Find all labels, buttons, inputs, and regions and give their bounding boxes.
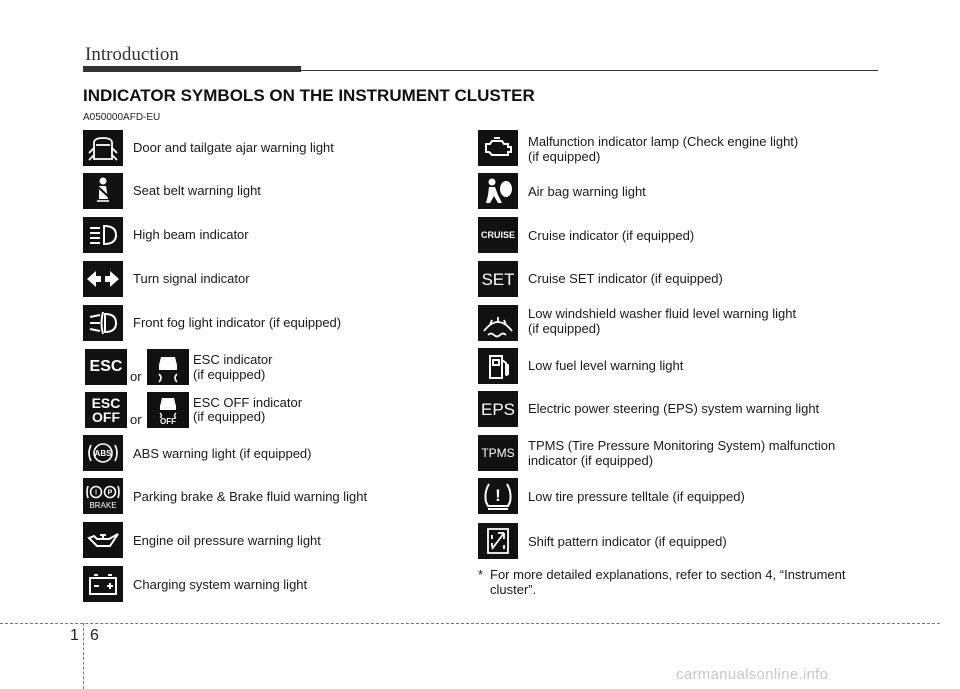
page-number: 6 — [90, 627, 99, 644]
tire-pressure-label: Low tire pressure telltale (if equipped) — [528, 489, 745, 504]
tire-pressure-icon — [478, 478, 518, 514]
watermark-text: carmanualsonline.info — [676, 666, 829, 683]
esc-label-line2: (if equipped) — [193, 367, 266, 382]
fuel-pump-icon — [478, 348, 518, 384]
section-title: INDICATOR SYMBOLS ON THE INSTRUMENT CLUSTER — [83, 86, 535, 105]
brake-icon: ! P BRAKE — [83, 478, 123, 514]
check-engine-icon — [478, 130, 518, 166]
page-section-number: 1 — [70, 627, 79, 644]
esc-icon: ESC — [85, 349, 127, 385]
seat-belt-icon — [83, 173, 123, 209]
cruise-icon: CRUISE — [478, 217, 518, 253]
eps-icon: EPS — [478, 391, 518, 427]
washer-fluid-label-line2: (if equipped) — [528, 321, 601, 336]
svg-text:P: P — [107, 489, 113, 497]
check-engine-label-line1: Malfunction indicator lamp (Check engine light) — [528, 134, 799, 149]
cruise-set-icon: SET — [478, 261, 518, 297]
front-fog-icon — [83, 305, 123, 341]
airbag-label: Air bag warning light — [528, 184, 646, 199]
seat-belt-label: Seat belt warning light — [133, 183, 261, 198]
svg-text:!: ! — [94, 489, 98, 497]
cruise-label: Cruise indicator (if equipped) — [528, 228, 695, 243]
door-ajar-icon — [83, 130, 123, 166]
fuel-label: Low fuel level warning light — [528, 358, 684, 373]
high-beam-icon — [83, 217, 123, 253]
washer-fluid-icon — [478, 305, 518, 341]
abs-icon — [83, 435, 123, 471]
abs-icon-text: ABS — [94, 449, 112, 458]
battery-icon — [83, 566, 123, 602]
svg-text:!: ! — [495, 486, 501, 505]
check-engine-label-line2: (if equipped) — [528, 149, 601, 164]
esc-off-skid-car-icon: OFF — [147, 392, 189, 428]
esc-off-or-text: or — [130, 412, 142, 427]
charging-label: Charging system warning light — [133, 577, 308, 592]
header-rule-thin — [83, 70, 878, 71]
esc-label-line1: ESC indicator — [193, 352, 273, 367]
section-code: A050000AFD-EU — [83, 112, 161, 123]
cruise-set-label: Cruise SET indicator (if equipped) — [528, 271, 723, 286]
esc-off-label-line2: (if equipped) — [193, 409, 266, 424]
oil-can-icon — [83, 522, 123, 558]
shift-pattern-label: Shift pattern indicator (if equipped) — [528, 534, 727, 549]
esc-skid-car-icon — [147, 349, 189, 385]
esc-off-icon: ESC OFF — [85, 392, 127, 428]
footer-divider-horizontal — [0, 623, 940, 624]
footnote — [478, 567, 878, 597]
tpms-icon: TPMS — [478, 435, 518, 471]
footnote-star: * — [478, 567, 484, 582]
door-ajar-label: Door and tailgate ajar warning light — [133, 140, 334, 155]
airbag-icon — [478, 173, 518, 209]
footnote-text: For more detailed explanations, refer to section 4, “Instrument cluster”. — [490, 567, 846, 597]
footer-divider-vertical — [83, 623, 84, 689]
abs-label: ABS warning light (if equipped) — [133, 446, 312, 461]
high-beam-label: High beam indicator — [133, 227, 249, 242]
tpms-label-line1: TPMS (Tire Pressure Monitoring System) malfunction — [528, 438, 836, 453]
turn-signal-label: Turn signal indicator — [133, 271, 250, 286]
eps-label: Electric power steering (EPS) system warning light — [528, 401, 820, 416]
page-header-title: Introduction — [85, 44, 179, 65]
brake-label: Parking brake & Brake fluid warning light — [133, 489, 368, 504]
turn-signal-icon — [83, 261, 123, 297]
front-fog-label: Front fog light indicator (if equipped) — [133, 315, 342, 330]
esc-off-label-line1: ESC OFF indicator — [193, 395, 303, 410]
tpms-label-line2: indicator (if equipped) — [528, 453, 654, 468]
header-rule-thick — [83, 66, 301, 72]
esc-or-text: or — [130, 369, 142, 384]
washer-fluid-label-line1: Low windshield washer fluid level warning light — [528, 306, 797, 321]
oil-pressure-label: Engine oil pressure warning light — [133, 533, 321, 548]
shift-pattern-icon — [478, 523, 518, 559]
